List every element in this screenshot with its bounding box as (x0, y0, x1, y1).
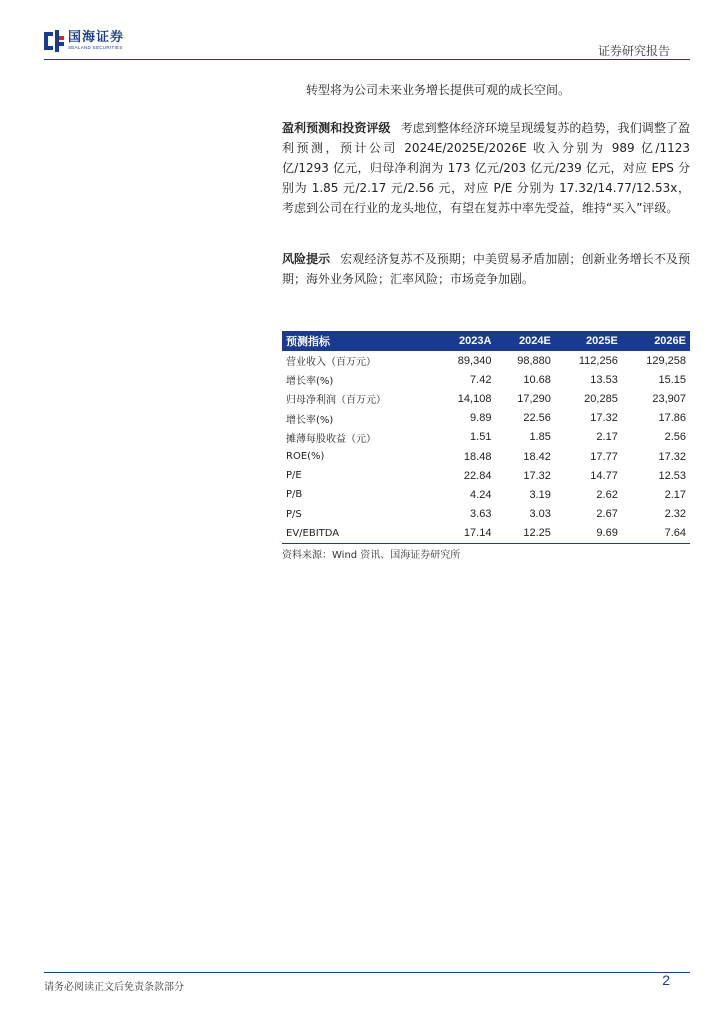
value-cell: 2.17 (664, 488, 686, 501)
logo-mark-icon (44, 30, 64, 52)
table-row (282, 505, 690, 524)
value-cell: 1.51 (470, 431, 492, 444)
value-cell: 18.48 (463, 450, 492, 463)
row-label-cell: P/E (286, 470, 302, 482)
table-row (282, 409, 690, 428)
value-cell: 17.14 (436, 524, 495, 544)
value-cell: 3.63 (470, 508, 492, 521)
risk-heading: 风险提示 (282, 252, 331, 266)
value-cell: 14.77 (590, 469, 618, 482)
value-cell: 17.77 (590, 450, 618, 463)
value-cell: 22.56 (523, 412, 551, 425)
table-row (282, 447, 690, 466)
value-cell: 129,258 (646, 354, 686, 367)
value-cell: 89,340 (457, 354, 492, 367)
table-row (282, 485, 690, 504)
table-header-cell: 预测指标 (282, 331, 436, 351)
value-cell: 17.86 (658, 412, 686, 425)
report-type-label: 证券研究报告 (597, 44, 670, 58)
row-label-cell: 营业收入（百万元） (286, 357, 376, 369)
value-cell: 17.32 (523, 469, 551, 482)
table-source-note: 资料来源：Wind 资讯、国海证券研究所 (282, 550, 461, 561)
value-cell: 3.19 (529, 488, 551, 501)
table-header-row (282, 331, 690, 351)
paragraph-growth: 转型将为公司未来业务增长提供可观的成长空间。 (306, 83, 571, 97)
value-cell: 3.03 (529, 508, 551, 521)
value-cell: 9.89 (470, 412, 492, 425)
table-header-cell: 2025E (555, 331, 622, 351)
table-row (282, 389, 690, 408)
row-label-cell: 增长率(%) (286, 376, 334, 388)
value-cell: 1.85 (529, 431, 551, 444)
value-cell: 112,256 (578, 354, 618, 367)
table-header-cell: 2026E (622, 331, 690, 351)
paragraph-forecast (282, 118, 690, 218)
row-label-cell: 归母净利润（百万元） (286, 395, 386, 407)
page-number: 2 (662, 972, 670, 988)
table-row (282, 370, 690, 389)
value-cell: 7.42 (470, 373, 492, 386)
row-label-cell: P/B (286, 489, 303, 501)
value-cell: 18.42 (523, 450, 551, 463)
logo-en-text: SEALAND SECURITIES (68, 45, 123, 51)
row-label-cell: P/S (286, 508, 302, 520)
value-cell: 20,285 (584, 392, 618, 405)
value-cell: 22.84 (463, 469, 492, 482)
value-cell: 12.53 (658, 469, 686, 482)
footer-divider (44, 972, 690, 973)
value-cell: 17.32 (590, 412, 618, 425)
company-logo (44, 30, 124, 52)
value-cell: 9.69 (555, 524, 622, 544)
value-cell: 2.67 (596, 508, 618, 521)
value-cell: 10.68 (523, 373, 551, 386)
table-header-cell: 2023A (436, 331, 495, 351)
table-row (282, 524, 690, 544)
row-label-cell: 增长率(%) (286, 414, 334, 426)
value-cell: 98,880 (517, 354, 551, 367)
value-cell: 2.32 (664, 508, 686, 521)
value-cell: 15.15 (658, 373, 686, 386)
row-label-cell: EV/EBITDA (282, 524, 436, 544)
table-row (282, 466, 690, 485)
risk-text: 宏观经济复苏不及预期；中美贸易矛盾加剧；创新业务增长不及预期；海外业务风险；汇率风险；市场竞争加剧。 (282, 252, 690, 286)
value-cell: 17.32 (658, 450, 686, 463)
value-cell: 17,290 (517, 392, 551, 405)
value-cell: 14,108 (457, 392, 492, 405)
value-cell: 13.53 (590, 373, 618, 386)
logo-cn-text: 国海证券 (68, 30, 125, 46)
forecast-table (282, 331, 690, 544)
value-cell: 2.56 (664, 431, 686, 444)
forecast-text: 考虑到整体经济环境呈现缓复苏的趋势，我们调整了盈利预测，预计公司 2024E/2025E/2026E 收入分别为 989 亿/1123 亿/1293 亿元，归母净利润为 173 亿元/203 亿元/239 亿元，对应 EPS 分别为 1.85 元/2.17 元/2.56 元，对应 P/E 分别为 17.32/14.77/12.53x，考虑到公司在行业的龙头地位，有望在复苏中率先受益，维持“买入”评级。 (282, 121, 690, 215)
table-header-cell: 2024E (495, 331, 554, 351)
table-row (282, 428, 690, 447)
value-cell: 23,907 (652, 392, 686, 405)
row-label-cell: 摊薄每股收益（元） (286, 433, 376, 445)
value-cell: 2.62 (596, 488, 618, 501)
table-row (282, 351, 690, 370)
forecast-heading: 盈利预测和投资评级 (282, 121, 391, 135)
footer-disclaimer: 请务必阅读正文后免责条款部分 (44, 982, 184, 993)
paragraph-risk (282, 249, 690, 289)
value-cell: 2.17 (596, 431, 618, 444)
header-divider (44, 59, 690, 60)
value-cell: 12.25 (495, 524, 554, 544)
row-label-cell: ROE(%) (286, 451, 325, 463)
value-cell: 7.64 (622, 524, 690, 544)
value-cell: 4.24 (470, 488, 492, 501)
